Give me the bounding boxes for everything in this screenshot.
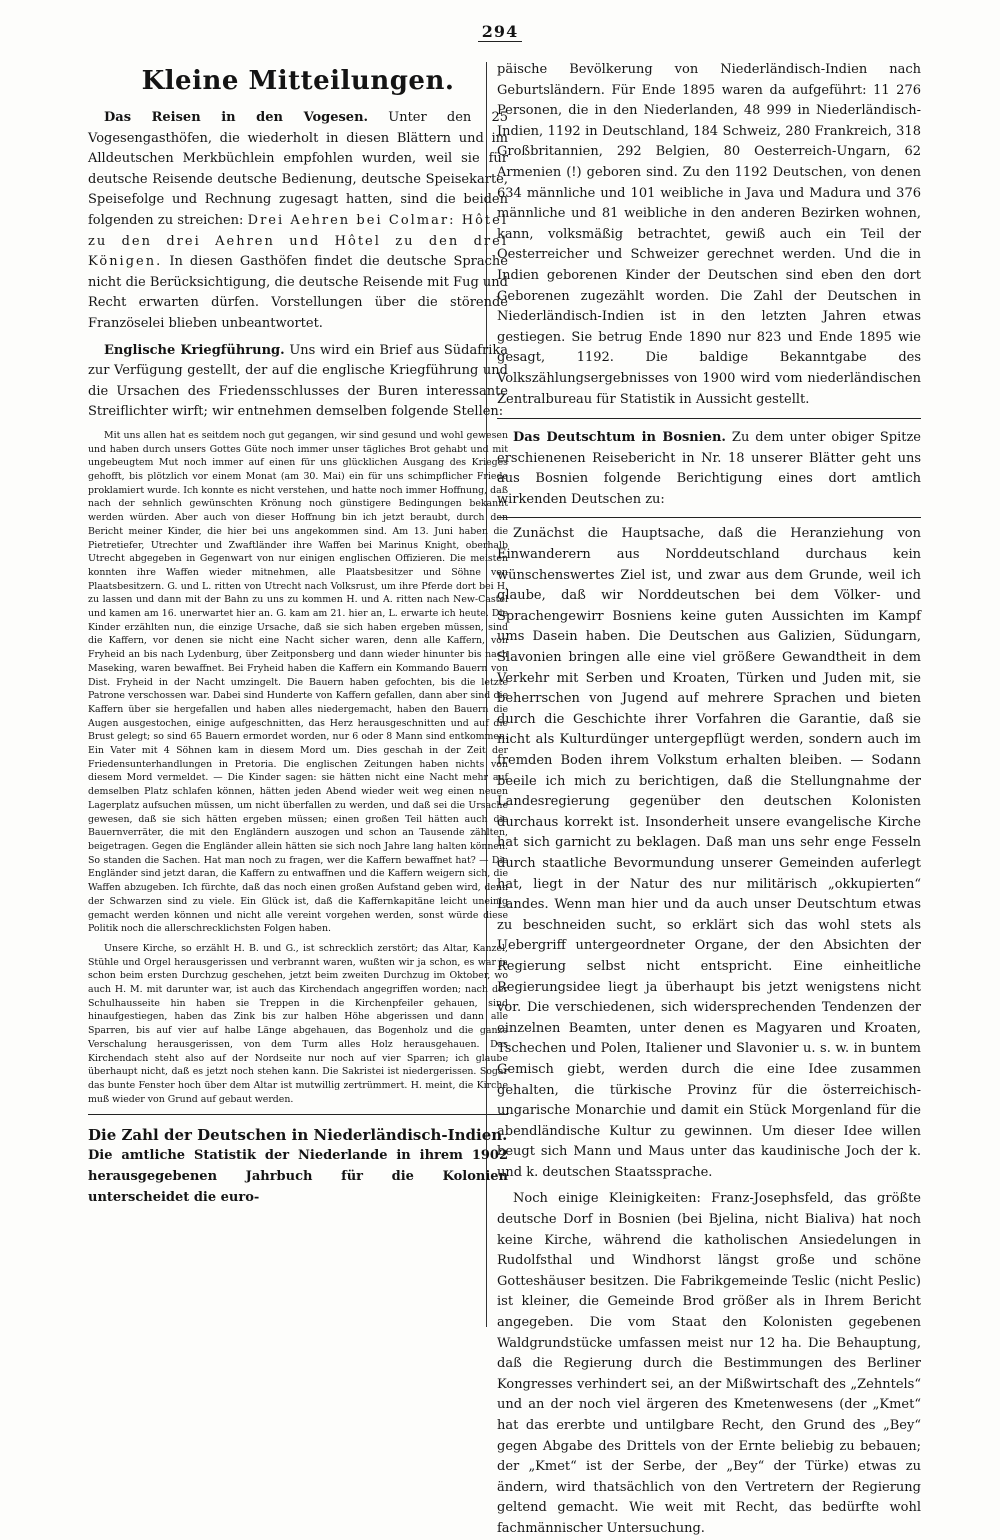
article-bosnien <box>497 428 921 510</box>
article-vogesen <box>88 108 508 335</box>
article-text: In diesen Gasthöfen findet die deutsche Sprache nicht die Berücksichtigung, die deutsche Reisende mit Fug und Recht erwarten dürfen. Vorstellungen über die störende Französelei blieben unbeantwortet. <box>88 254 508 331</box>
article-title: Die Zahl der Deutschen in Niederländisch-Indien. <box>88 1126 508 1145</box>
letter-quote: Zunächst die Hauptsache, daß die Heranziehung von Einwanderern aus Norddeutschland durchaus kein wünschenswertes Ziel ist, und zwar aus dem Grunde, weil ich glaube, daß wir Norddeutschen bei dem Völker- und Sprachengewirr Bosniens keine guten Aussichten im Kampf ums Dasein haben. Die Deutschen aus Galizien, Südungarn, Slavonien bringen alle eine viel größere Gewandtheit in dem Verkehr mit Serben und Kroaten, Türken und Juden mit, sie beherrschen von Jugend auf mehrere Sprachen und bieten durch die Geschichte ihrer Vorfahren die Garantie, daß sie nicht als Kulturdünger untergepflügt werden, sondern auch im fremden Boden ihrem Volkstum erhalten bleiben. — Sodann beeile ich mich zu berichtigen, daß die Stellungnahme der Landesregierung gegenüber den deutschen Kolonisten durchaus korrekt ist. Insonderheit unsere evangelische Kirche hat sich garnicht zu beklagen. Daß man uns sehr enge Fesseln durch staatliche Bevormundung unserer Gemeinden auferlegt hat, liegt in der Natur des nur militärisch „okkupierten“ Landes. Wenn man hier und da auch unser Deutschtum etwas zu beschneiden sucht, so erklärt sich das wohl stets als Uebergriff untergeordneter Organe, der den Absichten der Regierung selbst nicht entspricht. Eine einheitliche Regierungsidee liegt ja überhaupt bis jetzt wenigstens nicht vor. Die verschiedenen, sich widersprechenden Tendenzen der einzelnen Beamten, unter denen es Magyaren und Kroaten, Tschechen und Polen, Italiener und Slavonier u. s. w. in buntem Gemisch giebt, werden durch die eine Idee zusammen gehalten, die türkische Provinz für die österreichisch-ungarische Monarchie und damit ein Stück Morgenland für die abendländische Kultur zu gewinnen. Um dieser Idee willen beugt sich Mann und Maus unter das kaudinische Joch der k. und k. deutschen Staatssprache. <box>497 526 921 1180</box>
article-separator <box>497 418 921 419</box>
article-text: Unter den 25 Vogesengasthöfen, die wiederholt in diesen Blättern und im Alldeutschen Merkbüchlein empfohlen wurden, weil sie für deutsche Reisende deutsche Bedienung, deutsche Speisekarte, Speisefolge und Rechnung zugesagt hatten, sind die beiden folgenden zu streichen: <box>88 110 508 228</box>
article-continuation: päische Bevölkerung von Niederländisch-Indien nach Geburtsländern. Für Ende 1895 waren da aufgeführt: 11 276 Personen, die in den Niederlanden, 48 999 in Niederländisch-Indien, 1192 in Deutschland, 184 Schweiz, 280 Frankreich, 318 Großbritannien, 292 Belgien, 80 Oesterreich-Ungarn, 62 Armenien (!) geboren sind. Zu den 1192 Deutschen, von denen 634 männliche und 101 weibliche in Java und Madura und 376 männliche und 81 weibliche in den anderen Bezirken wohnen, kann, volksmäßig betrachtet, gewiß auch ein Teil der Oesterreicher und Schweizer gerechnet werden. Und die in Indien geborenen Kinder der Deutschen sind eben den dort Geborenen zugezählt worden. Die Zahl der Deutschen in Niederländisch-Indien ist in den letzten Jahren etwas gestiegen. Sie betrug Ende 1890 nur 823 und Ende 1895 wie gesagt, 1192. Die baldige Bekanntgabe des Volkszählungsergebnisses von 1900 wird vom niederländischen Zentralbureau für Statistik in Aussicht gestellt. <box>497 62 921 407</box>
article-separator <box>497 517 921 518</box>
section-heading: Kleine Mitteilungen. <box>141 66 455 96</box>
article-title: Das Reisen in den Vogesen. <box>104 110 369 125</box>
right-column <box>497 60 922 1536</box>
article-text: Uns wird ein Brief aus Südafrika zur Verfügung gestellt, der auf die englische Kriegführung und die Ursachen des Friedensschlusses der Buren interessante Streiflichter wirft; wir entnehmen demselben folgende Stellen: <box>88 342 509 420</box>
hotel-names: Drei Aehren bei Colmar: Hôtel zu den drei Aehren und Hôtel zu den drei Königen. <box>88 212 508 270</box>
article-text: Zu dem unter obiger Spitze erschienenen Reisebericht in Nr. 18 unserer Blätter geht uns aus Bosnien folgende Berichtigung eines dort amtlich wirkenden Deutschen zu: <box>497 430 922 507</box>
article-text: Die amtliche Statistik der Niederlande in ihrem 1902 herausgegebenen Jahrbuch für die Kolonien unterscheidet die euro- <box>88 1148 508 1205</box>
article-kriegfuehrung <box>88 341 508 423</box>
page-number: 294 <box>0 22 1000 41</box>
left-column <box>88 62 508 1332</box>
letter-quote: Unsere Kirche, so erzählt H. B. und G., ist schrecklich zerstört; das Altar, Kanzel, Stühle und Orgel herausgerissen und verbrannt waren, wußten wir ja schon, es war ja schon beim ersten Durchzug geschehen, jetzt beim zweiten Durchzug im Oktober, wo auch H. M. mit darunter war, ist auch das Kirchendach angegriffen worden; nach der Schulhausseite hin haben sie Treppen in die Kirchenpfeiler gehauen, sind hinaufgestiegen, haben das Zink bis zur halben Höhe abgerissen und dann alle Sparren, bis auf vier auf halbe Länge abgehauen, das Bogenholz und die ganze Verschalung herausgerissen, von dem Turm alles Holz herausgehauen. Das Kirchendach steht also auf der Nordseite nur noch auf vier Sparren; ich glaube überhaupt nicht, daß es jetzt noch stehen kann. Die Sakristei ist niedergerissen. Sogar das bunte Fenster hoch über dem Altar ist mutwillig zertrümmert. H. meint, die Kirche muß wieder von Grund auf gebaut werden. <box>88 942 508 1105</box>
article-title: Englische Kriegführung. <box>104 342 285 358</box>
article-separator <box>88 1114 508 1115</box>
letter-quote: Mit uns allen hat es seitdem noch gut gegangen, wir sind gesund und wohl gewesen und haben durch unsers Gottes Güte noch immer unser tägliches Brot gehabt und mit ungebeugtem Mut noch immer auf einen für uns glücklichen Ausgang des Krieges gehofft, bis plötzlich vor einem Monat (am 30. Mai) ein für uns schimpflicher Friede proklamiert wurde. Ich konnte es nicht verstehen, und hatte noch immer Hoffnung, daß nach der sehnlich gewünschten Krönung noch günstigere Bedingungen bekannt werden würden. Aber auch von dieser Hoffnung bin ich jetzt beraubt, durch den Bericht meiner Kinder, die hier bei uns angekommen sind. Am 13. Juni haben die Pietretiefer, Utrechter und Zwaftländer ihre Waffen bei Marinus Knight, oberhalb Utrecht abgegeben in Gegenwart von nur einigen englischen Offizieren. Die meisten konnten ihre Waffen wieder mitnehmen, alle Plaatsbesitzer und Söhne von Plaatsbesitzern. G. und L. ritten von Utrecht nach Volksrust, um ihre Pferde dort bei H. zu lassen und dann mit der Bahn zu uns zu kommen H. und A. ritten nach New-Castel und kamen am 16. unerwartet hier an. G. kam am 21. hier an, L. erwarte ich heute. Die Kinder erzählten nun, die einzige Ursache, daß sie sich haben ergeben müssen, sind die Kaffern, vor denen sie nicht eine Nacht sicher waren, denn alle Kaffern, von Fryheid an bis nach Lydenburg, über Zeitponsberg und dann wieder hinunter bis nach Maseking, waren bewaffnet. Bei Fryheid haben die Kaffern ein Kommando Bauern von Dist. Fryheid in der Nacht umzingelt. Die Bauern haben gefochten, bis die letzte Patrone verschossen war. Dabei sind Hunderte von Kaffern gefallen, dann aber sind die Kaffern über sie hergefallen und haben alles niedergemacht, haben den Bauern die Augen ausgestochen, einige aufgeschnitten, das Herz herausgeschnitten und auf die Brust gelegt; so sind 65 Bauern ermordet worden, nur 6 oder 8 Mann sind entkommen. Ein Vater mit 4 Söhnen kam in diesem Mord um. Dies geschah in der Zeit der Friedensunterhandlungen in Pretoria. Die englischen Zeitungen haben nichts von diesem Mord vermeldet. — Die Kinder sagen: sie hätten nicht eine Nacht mehr auf demselben Platz schlafen können, hätten jeden Abend wieder weit weg einen neuen Lagerplatz aufsuchen müssen, um nicht überfallen zu werden, und daß sei die Ursache gewesen, daß sie sich hätten ergeben müssen; einen großen Teil hätten auch die Bauernverräter, die mit den Engländern auszogen und schon an Tausende zählten, beigetragen. Gegen die Engländer allein hätten sie sich noch Jahre lang halten können. So standen die Sachen. Hat man noch zu fragen, wer die Kaffern bewaffnet hat? — Die Engländer sind jetzt daran, die Kaffern zu entwaffnen und die Kaffern weigern sich, die Waffen abzugeben. Ich fürchte, daß das noch einen großen Aufstand geben wird, denn der Schwarzen sind zu viele. Ein Glück ist, daß die Kaffernkapitäne leicht uneinig gemacht werden können und nicht alle vereint vorgehen werden, sonst würde diese Politik noch die allerschrecklichsten Folgen haben. <box>88 429 508 935</box>
article-title: Das Deutschtum in Bosnien. <box>513 430 726 446</box>
letter-quote: Noch einige Kleinigkeiten: Franz-Josephsfeld, das größte deutsche Dorf in Bosnien (bei Bjelina, nicht Bialiva) hat noch keine Kirche, während die katholischen Ansiedelungen in Rudolfsthal und Windhorst längst große und schöne Gotteshäuser besitzen. Die Fabrikgemeinde Teslic (nicht Peslic) ist kleiner, die Gemeinde Brod größer als in Ihrem Bericht angegeben. Die vom Staat den Kolonisten gegebenen Waldgrundstücke umfassen meist nur 12 ha. Die Behauptung, daß die Regierung durch die Bestimmungen des Berliner Kongresses verhindert sei, an der Mißwirtschaft des „Zehntels“ und an der noch viel ärgeren des Kmetenwesens (der „Kmet“ hat das ererbte und untilgbare Recht, den Grund des „Bey“ gegen Abgabe des Drittels von der Ernte beliebig zu bebauen; der „Kmet“ ist der Serbe, der „Bey“ der Türke) etwas zu ändern, wird thatsächlich von den Vertretern der Regierung geltend gemacht. Wie weit mit Recht, das bedürfte wohl fachmännischer Untersuchung. <box>497 1191 921 1536</box>
